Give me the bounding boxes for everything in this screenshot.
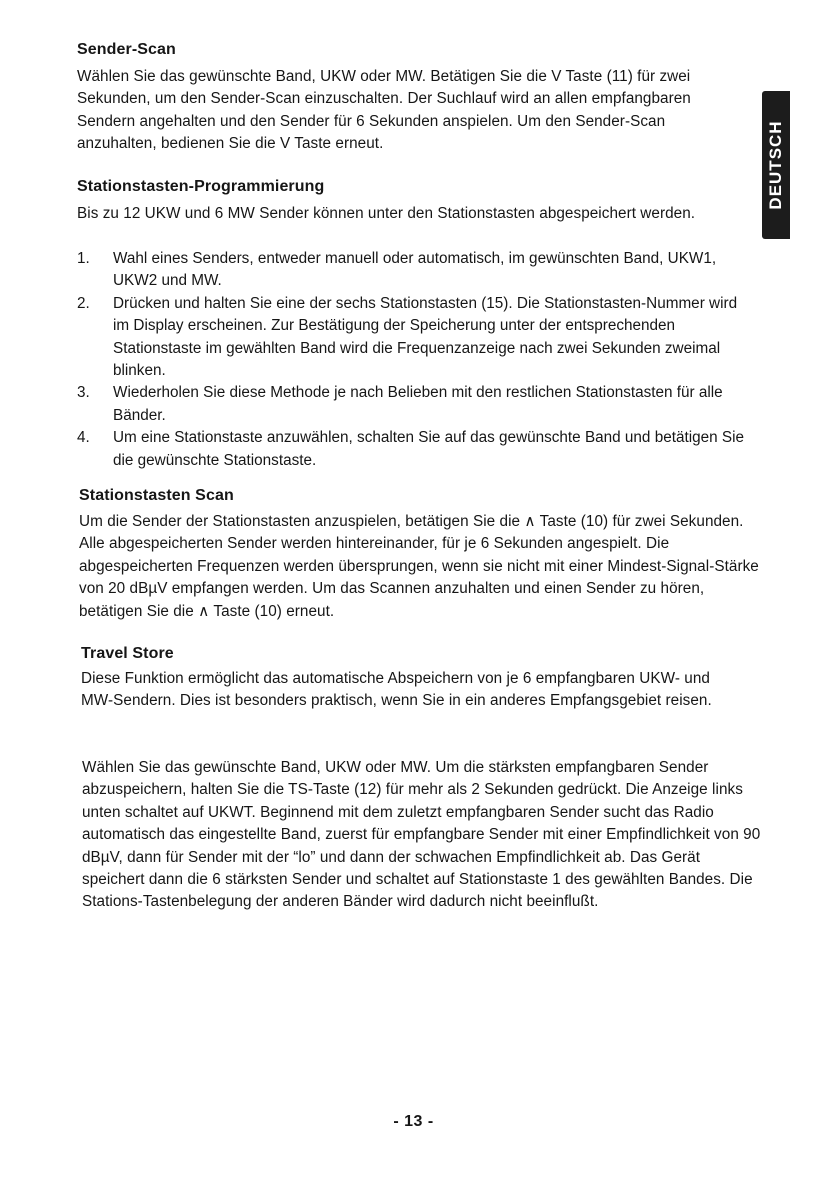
heading-programming: Stationstasten-Programmierung	[77, 178, 325, 195]
list-item-text: Wiederholen Sie diese Methode je nach Belieben mit den restlichen Stationstasten für alle Bänder.	[113, 384, 723, 424]
list-item-text: Um eine Stationstaste anzuwählen, schalten Sie auf das gewünschte Band und betätigen Sie die gewünschte Stationstaste.	[113, 429, 744, 469]
heading-sender-scan: Sender-Scan	[77, 41, 176, 58]
list-item	[77, 382, 757, 427]
list-item-text: Drücken und halten Sie eine der sechs Stationstasten (15). Die Stationstasten-Nummer wird im Display erscheinen. Zur Bestätigung der Speicherung unter der entsprechenden Stationstaste im gewählten Band wird die Frequenzanzeige nach zwei Sekunden zweimal blinken.	[113, 294, 738, 380]
heading-travel-store: Travel Store	[81, 645, 174, 662]
paragraph-station-scan: Um die Sender der Stationstasten anzuspielen, betätigen Sie die ∧ Taste (10) für zwei Sekunden. Alle abgespeicherten Sender werden hintereinander, für je 6 Sekunden angespielt. Die abgespeicherten Frequenzen werden übersprungen, wenn sie nicht mit einer Mindest-Signal-Stärke von 20 dBµV empfangen werden. Um das Scannen anzuhalten und einen Sender zu hören, betätigen Sie die ∧ Taste (10) erneut.	[79, 513, 759, 620]
paragraph-travel-store-intro: Diese Funktion ermöglicht das automatische Abspeichern von je 6 empfangbaren UKW- und MW-Sendern. Dies ist besonders praktisch, wenn Sie in ein anderes Empfangsgebiet reisen.	[81, 670, 712, 710]
language-tab	[762, 91, 790, 239]
page-number: - 13 -	[393, 1113, 434, 1130]
list-item-number: 4.	[77, 429, 90, 447]
paragraph-travel-store-details: Wählen Sie das gewünschte Band, UKW oder MW. Um die stärksten empfangbaren Sender abzuspeichern, halten Sie die TS-Taste (12) für mehr als 2 Sekunden gedrückt. Die Anzeige links unten schaltet auf UKWT. Beginnend mit dem zuletzt empfangbaren Sender sucht das Radio automatisch das eingestellte Band, zuerst für empfangbare Sender mit einer Empfindlichkeit von 90 dBµV, dann für Sender mit der “lo” und dann der schwachen Empfindlichkeit ab. Das Gerät speichert dann die 6 stärksten Sender und schaltet auf Stationstaste 1 des gewählten Bandes. Die Stations-Tastenbelegung der anderen Bänder wird dadurch nicht beeinflußt.	[82, 759, 761, 911]
list-item-number: 3.	[77, 384, 90, 402]
language-tab-label: DEUTSCH	[766, 120, 785, 210]
heading-station-scan: Stationstasten Scan	[79, 487, 234, 504]
programming-steps-list	[77, 248, 757, 472]
list-item	[77, 427, 757, 472]
list-item-number: 2.	[77, 294, 90, 312]
paragraph-sender-scan: Wählen Sie das gewünschte Band, UKW oder MW. Betätigen Sie die V Taste (11) für zwei Sekunden, um den Sender-Scan einzuschalten. Der Suchlauf wird an allen empfangbaren Sendern angehalten und den Sender für 6 Sekunden anspielen. Um den Sender-Scan anzuhalten, bedienen Sie die V Taste erneut.	[77, 68, 691, 153]
list-item-number: 1.	[77, 250, 90, 267]
paragraph-programming-intro: Bis zu 12 UKW und 6 MW Sender können unter den Stationstasten abgespeichert werden.	[77, 205, 696, 222]
list-item-text: Wahl eines Senders, entweder manuell oder automatisch, im gewünschten Band, UKW1, UKW2 und MW.	[113, 250, 717, 290]
list-item	[77, 248, 757, 293]
list-item	[77, 293, 757, 383]
